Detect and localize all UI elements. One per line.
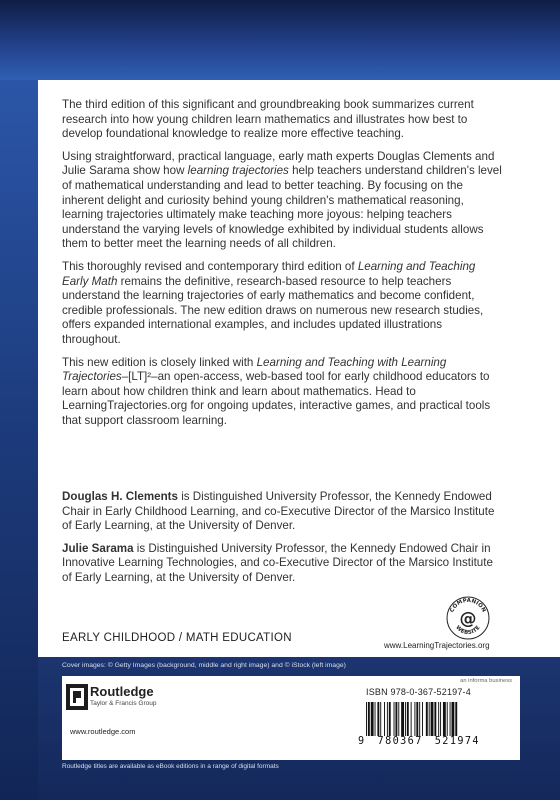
publisher-url[interactable]: www.routledge.com: [70, 727, 136, 736]
author-bio-clements: Douglas H. Clements is Distinguished University Professor, the Kennedy Endowed Chair in Early Childhood Learning, and co-Executive Director of the Marsico Institute of Early Learning, at the University of Denver.: [62, 490, 495, 533]
author-bio-sarama: Julie Sarama is Distinguished University Professor, the Kennedy Endowed Chair in Innovative Learning Technologies, and co-Executive Director of the Marsico Institute of Early Learning, at the University of Denver.: [62, 541, 493, 584]
description-paragraph-4: This new edition is closely linked with Learning and Teaching with Learning Trajectories–[LT]²–an open-access, web-based tool for early childhood educators to learn about how children think and learn about mathematics. Head to LearningTrajectories.org for ongoing updates, interactive games, and practical tools that support classroom learning.: [62, 355, 491, 427]
svg-text:@: @: [459, 609, 477, 629]
publisher-group: Taylor & Francis Group: [90, 700, 157, 707]
author-bios: [62, 490, 502, 594]
description-paragraph-3: This thoroughly revised and contemporary third edition of Learning and Teaching Early Math remains the definitive, research-based resource to help teachers understand the learning trajectories of early mathematics and become confident, credible professionals. The new edition draws on numerous new research studies, offers expanded international examples, and includes updated illustrations throughout.: [62, 259, 484, 346]
book-description: [62, 98, 502, 436]
ean-digits: [358, 736, 508, 747]
routledge-logo-icon: [66, 684, 88, 710]
description-paragraph-2: Using straightforward, practical language, early math experts Douglas Clements and Julie Sarama show how learning trajectories help teachers understand children's level of mathematical understanding and lead to better teaching. By focusing on the inherent delight and curiosity behind young children's mathematical reasoning, learning trajectories ultimately make teaching more joyous: helping teachers understand the varying levels of knowledge exhibited by individual students allows them to better meet the learning needs of all children.: [62, 149, 502, 251]
ean-left-group: 780367: [377, 736, 423, 747]
description-paragraph-1: The third edition of this significant and groundbreaking book summarizes current research into how young children learn mathematics and illustrates how best to develop foundational knowledge to realize more effective teaching.: [62, 98, 474, 141]
cover-top-band: [0, 0, 560, 80]
companion-label-top: COMPANION: [449, 597, 487, 614]
isbn-label: ISBN 978-0-367-52197-4: [366, 687, 471, 697]
author-name: Douglas H. Clements: [62, 490, 178, 503]
companion-website-icon: [446, 596, 490, 640]
cover-left-gutter: [0, 80, 38, 800]
subject-category: EARLY CHILDHOOD / MATH EDUCATION: [62, 632, 292, 644]
companion-label-bottom: WEBSITE: [454, 624, 482, 637]
ebook-availability-note: Routledge titles are available as eBook editions in a range of digital formats: [62, 763, 279, 770]
author-name: Julie Sarama: [62, 541, 134, 555]
cover-image-credit: Cover images: © Getty Images (background, middle and right image) and © iStock (left image): [62, 662, 346, 669]
companion-website-link[interactable]: www.LearningTrajectories.org: [384, 641, 490, 650]
publisher-barcode-panel: [62, 676, 520, 760]
barcode-icon: [364, 702, 504, 736]
informa-label: an informa business: [460, 678, 512, 684]
ean-right-group: 521974: [434, 736, 480, 747]
ean-first-digit: 9: [358, 736, 366, 747]
publisher-name: Routledge: [90, 684, 154, 699]
